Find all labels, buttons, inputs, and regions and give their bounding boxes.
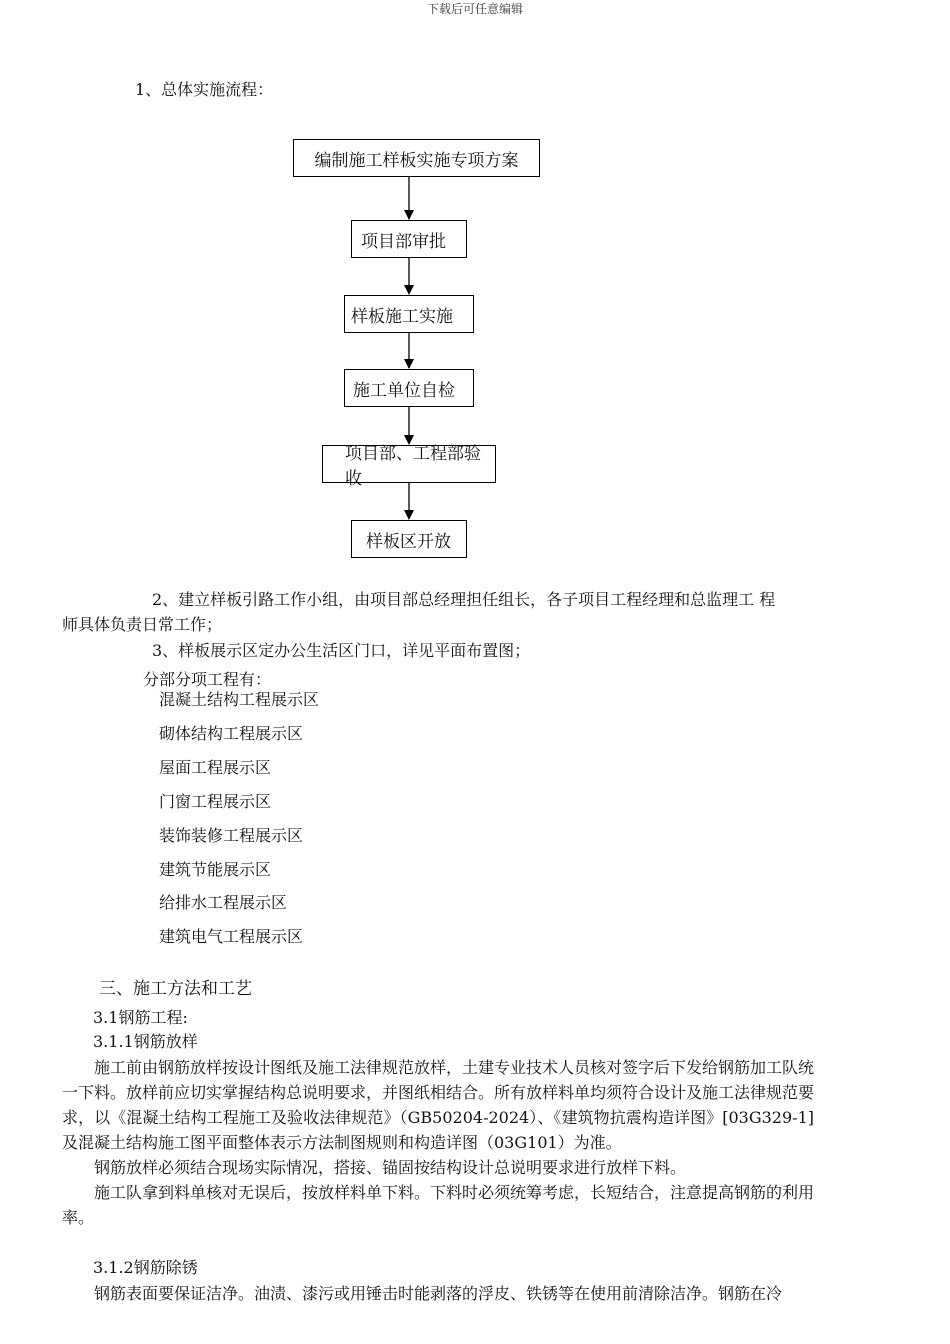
subitems-title: 分部分项工程有： [143, 670, 272, 689]
section-3-1-title: 3.1钢筋工程: [93, 1008, 188, 1027]
section-1-title: 1、总体实施流程： [135, 80, 274, 99]
subitem-1: 混凝土结构工程展示区 [159, 690, 320, 709]
subitem-5: 装饰装修工程展示区 [159, 826, 304, 845]
section-3-1-1-title: 3.1.1钢筋放样 [93, 1032, 198, 1051]
subitem-4: 门窗工程展示区 [159, 792, 272, 811]
page-header: 下载后可任意编辑 [426, 2, 523, 16]
flow-step-5: 项目部、工程部验收 [322, 445, 496, 483]
section-3-1-2-title: 3.1.2钢筋除锈 [93, 1258, 198, 1277]
subitem-7: 给排水工程展示区 [159, 893, 288, 912]
subitem-2: 砌体结构工程展示区 [159, 724, 304, 743]
paragraph-3-1-1-c: 施工队拿到料单核对无误后，按放样料单下料。下料时必须统筹考虑，长短结合，注意提高钢筋的利用率。 [62, 1183, 815, 1227]
subitem-6: 建筑节能展示区 [159, 860, 272, 879]
flow-step-6: 样板区开放 [351, 520, 467, 558]
section-3-title: 三、施工方法和工艺 [99, 979, 252, 999]
paragraph-3-1-1-b: 钢筋放样必须结合现场实际情况，搭接、锚固按结构设计总说明要求进行放样下料。 [94, 1158, 687, 1177]
para-3: 3、样板展示区定办公生活区门口，详见平面布置图； [152, 641, 531, 660]
para-2-line-1: 2、建立样板引路工作小组，由项目部总经理担任组长，各子项目工程经理和总监理工 程 [152, 590, 776, 609]
flow-step-4: 施工单位自检 [344, 369, 474, 407]
subitem-8: 建筑电气工程展示区 [159, 927, 304, 946]
subitem-3: 屋面工程展示区 [159, 758, 272, 777]
flow-step-2: 项目部审批 [351, 220, 467, 258]
flow-step-1: 编制施工样板实施专项方案 [293, 139, 540, 177]
paragraph-3-1-1-a: 施工前由钢筋放样按设计图纸及施工法律规范放样，土建专业技术人员核对签字后下发给钢筋加工队统一下料。放样前应切实掌握结构总说明要求，并图纸相结合。所有放样料单均须符合设计及施工法律规范要求，以《混凝土结构工程施工及验收法律规范》（GB50204-2024）、《建筑物抗震构造详图》[03G329-1]及混凝土结构施工图平面整体表示方法制图规则和构造详图（03G101）为准。 [62, 1058, 815, 1152]
paragraph-3-1-2: 钢筋表面要保证洁净。油渍、漆污或用锤击时能剥落的浮皮、铁锈等在使用前清除洁净。钢筋在冷 [94, 1284, 783, 1303]
flow-step-3: 样板施工实施 [344, 295, 474, 333]
para-2-line-2: 师具体负责日常工作； [62, 615, 223, 634]
